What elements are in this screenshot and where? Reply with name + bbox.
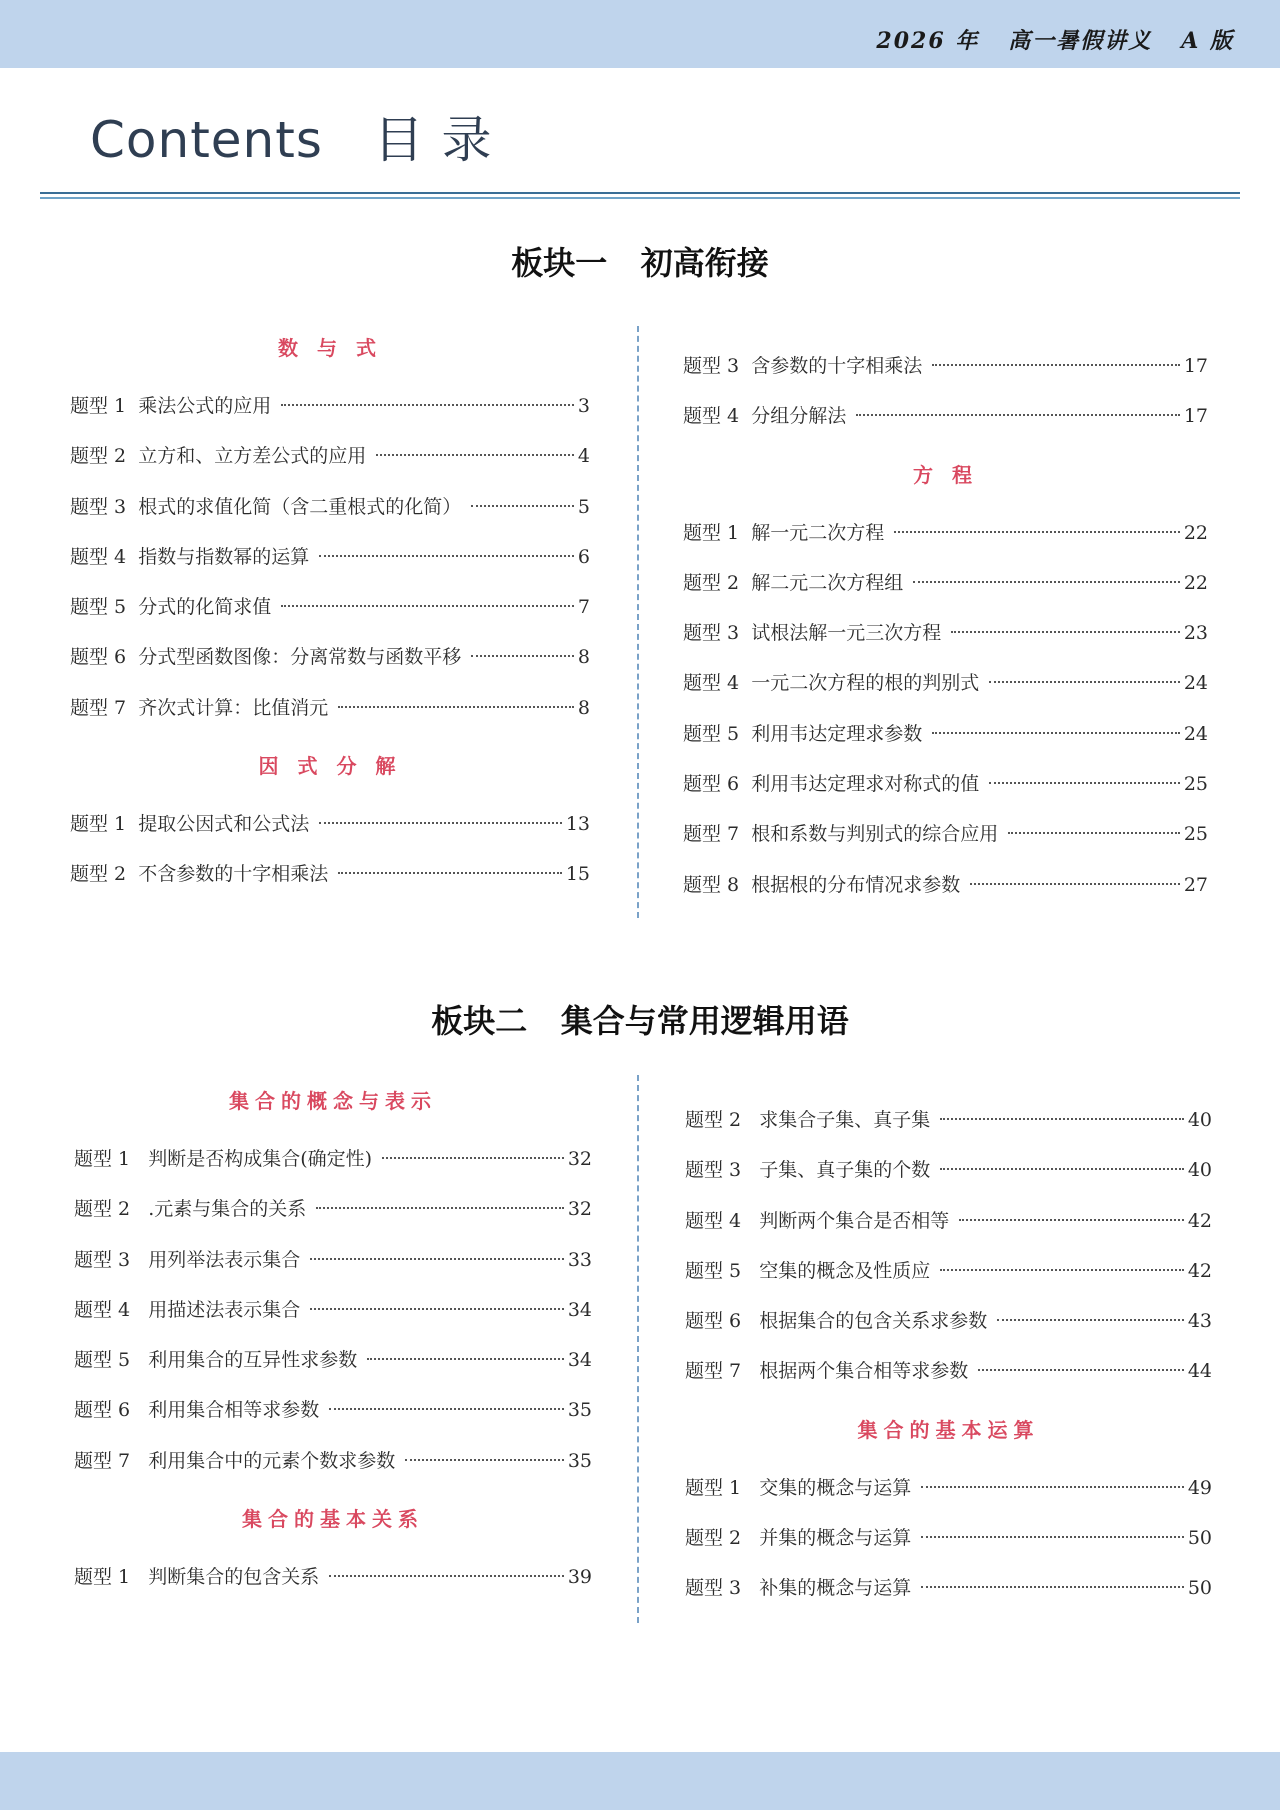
toc-entry[interactable] <box>683 608 1208 658</box>
toc-entry-page: 17 <box>1183 355 1208 377</box>
toc-entry-label: 题型 3 含参数的十字相乘法 <box>683 355 923 377</box>
toc-dot-leader <box>319 555 574 557</box>
toc-dot-leader <box>281 605 574 607</box>
toc-entry[interactable] <box>685 1095 1212 1145</box>
toc-entry-page: 43 <box>1187 1310 1212 1333</box>
toc-entry-page: 50 <box>1187 1577 1212 1600</box>
toc-dot-leader <box>921 1536 1184 1538</box>
toc-entry-page: 42 <box>1187 1259 1212 1282</box>
toc-entry-label: 题型 2 解二元二次方程组 <box>683 571 904 594</box>
toc-dot-leader <box>951 631 1180 633</box>
part-1-divider <box>637 326 639 918</box>
toc-entry-label: 题型 1 判断集合的包含关系 <box>74 1566 320 1589</box>
toc-entry[interactable] <box>683 809 1208 859</box>
toc-entry[interactable] <box>74 1335 592 1385</box>
toc-entry[interactable] <box>685 1246 1212 1296</box>
toc-entry-page: 13 <box>565 813 590 836</box>
toc-dot-leader <box>932 364 1180 366</box>
title-rule-bottom <box>40 197 1240 199</box>
toc-entry-page: 35 <box>567 1399 592 1422</box>
part-1-title: 板块一 初高衔接 <box>511 244 769 282</box>
section-heading: 数 与 式 <box>278 336 382 360</box>
toc-entry[interactable] <box>683 391 1208 441</box>
toc-dot-leader <box>367 1358 564 1360</box>
toc-entry-label: 题型 4 分组分解法 <box>683 405 847 428</box>
toc-entry-page: 40 <box>1187 1109 1212 1131</box>
toc-entry-page: 44 <box>1187 1360 1212 1383</box>
toc-entry[interactable] <box>74 1184 592 1234</box>
toc-entry[interactable] <box>74 1235 592 1285</box>
title-rule-top <box>40 192 1240 194</box>
toc-dot-leader <box>989 782 1180 784</box>
toc-entry[interactable] <box>683 759 1208 809</box>
toc-entry-label: 题型 8 根据根的分布情况求参数 <box>683 873 961 896</box>
toc-entry-page: 27 <box>1183 873 1208 896</box>
toc-entry[interactable] <box>70 632 590 682</box>
toc-entry[interactable] <box>70 683 590 733</box>
toc-entry-page: 7 <box>577 596 590 619</box>
toc-entry-label: 题型 4 用描述法表示集合 <box>74 1298 301 1321</box>
toc-entry-page: 40 <box>1187 1159 1212 1182</box>
toc-entry-page: 8 <box>577 646 590 669</box>
part-2-left-column <box>74 1068 592 1602</box>
section-heading: 集合的基本关系 <box>242 1507 424 1532</box>
toc-dot-leader <box>997 1319 1184 1321</box>
header-title: 2026 年 高一暑假讲义 A 版 <box>876 28 1234 54</box>
part-2-divider <box>637 1075 639 1623</box>
toc-entry-page: 34 <box>567 1349 592 1372</box>
toc-entry-label: 题型 2 立方和、立方差公式的应用 <box>70 445 367 468</box>
toc-entry-page: 22 <box>1183 521 1208 544</box>
toc-dot-leader <box>319 822 562 824</box>
toc-entry-page: 33 <box>567 1248 592 1271</box>
toc-entry-page: 49 <box>1187 1476 1212 1499</box>
toc-entry[interactable] <box>685 1563 1212 1613</box>
toc-entry-page: 22 <box>1183 571 1208 594</box>
toc-entry-page: 42 <box>1187 1209 1212 1232</box>
toc-entry-page: 25 <box>1183 823 1208 846</box>
toc-entry[interactable] <box>74 1134 592 1184</box>
toc-entry-label: 题型 1 交集的概念与运算 <box>685 1476 912 1499</box>
toc-entry[interactable] <box>74 1436 592 1486</box>
toc-entry-page: 3 <box>577 395 590 417</box>
toc-entry[interactable] <box>70 582 590 632</box>
toc-dot-leader <box>932 732 1180 734</box>
section-heading: 集合的基本运算 <box>857 1417 1040 1442</box>
toc-entry-label: 题型 1 乘法公式的应用 <box>70 395 272 417</box>
toc-dot-leader <box>405 1459 564 1461</box>
toc-entry-label: 题型 7 根据两个集合相等求参数 <box>685 1360 969 1383</box>
toc-dot-leader <box>329 1575 564 1577</box>
toc-dot-leader <box>338 872 562 874</box>
toc-entry-page: 15 <box>565 863 590 886</box>
toc-dot-leader <box>1008 832 1180 834</box>
part-2-title: 板块二 集合与常用逻辑用语 <box>431 1002 849 1040</box>
toc-entry[interactable] <box>683 658 1208 708</box>
toc-entry[interactable] <box>683 341 1208 391</box>
toc-entry-label: 题型 4 指数与指数幂的运算 <box>70 545 310 568</box>
toc-entry[interactable] <box>70 482 590 532</box>
toc-entry-label: 题型 3 补集的概念与运算 <box>685 1577 912 1600</box>
toc-entry-page: 35 <box>567 1449 592 1472</box>
toc-dot-leader <box>978 1369 1184 1371</box>
toc-entry-page: 24 <box>1183 672 1208 695</box>
toc-entry-page: 23 <box>1183 622 1208 645</box>
toc-entry-label: 题型 7 利用集合中的元素个数求参数 <box>74 1449 396 1472</box>
bottom-band <box>0 1752 1280 1810</box>
toc-entry-label: 题型 7 齐次式计算：比值消元 <box>70 696 329 719</box>
toc-dot-leader <box>281 404 574 406</box>
toc-entry-label: 题型 2 .元素与集合的关系 <box>74 1198 307 1221</box>
toc-dot-leader <box>338 706 574 708</box>
toc-entry[interactable] <box>74 1385 592 1435</box>
toc-dot-leader <box>316 1207 564 1209</box>
toc-entry-label: 题型 2 并集的概念与运算 <box>685 1527 912 1550</box>
toc-entry-page: 4 <box>577 445 590 468</box>
toc-entry[interactable] <box>685 1346 1212 1396</box>
section-heading: 集合的概念与表示 <box>229 1089 437 1113</box>
toc-entry-page: 39 <box>567 1566 592 1589</box>
toc-entry-label: 题型 1 提取公因式和公式法 <box>70 813 310 836</box>
toc-entry-page: 32 <box>567 1148 592 1170</box>
toc-entry-label: 题型 5 分式的化简求值 <box>70 596 272 619</box>
toc-dot-leader <box>940 1118 1184 1120</box>
toc-entry-label: 题型 2 不含参数的十字相乘法 <box>70 863 329 886</box>
toc-entry-label: 题型 4 一元二次方程的根的判别式 <box>683 672 980 695</box>
toc-entry-page: 6 <box>577 545 590 568</box>
toc-dot-leader <box>913 581 1180 583</box>
toc-entry-label: 题型 3 用列举法表示集合 <box>74 1248 301 1271</box>
toc-entry-page: 32 <box>567 1198 592 1221</box>
toc-dot-leader <box>940 1269 1184 1271</box>
toc-dot-leader <box>471 505 574 507</box>
toc-entry[interactable] <box>683 860 1208 910</box>
toc-entry[interactable] <box>74 1552 592 1602</box>
toc-entry-label: 题型 6 分式型函数图像：分离常数与函数平移 <box>70 646 462 669</box>
toc-entry-page: 17 <box>1183 405 1208 428</box>
toc-dot-leader <box>310 1308 564 1310</box>
toc-entry-page: 5 <box>577 495 590 518</box>
toc-entry-page: 34 <box>567 1298 592 1321</box>
toc-entry-page: 50 <box>1187 1527 1212 1550</box>
toc-entry[interactable] <box>683 558 1208 608</box>
toc-entry[interactable] <box>70 799 590 849</box>
section-heading: 因 式 分 解 <box>258 754 402 779</box>
toc-dot-leader <box>970 883 1180 885</box>
toc-entry[interactable] <box>685 1463 1212 1513</box>
toc-entry-label: 题型 5 利用韦达定理求参数 <box>683 722 923 745</box>
toc-dot-leader <box>471 655 574 657</box>
toc-entry-page: 24 <box>1183 722 1208 745</box>
part-1-left-column <box>70 315 590 900</box>
toc-dot-leader <box>989 681 1180 683</box>
toc-entry-label: 题型 1 解一元二次方程 <box>683 521 885 544</box>
toc-dot-leader <box>959 1219 1184 1221</box>
toc-entry-label: 题型 1 判断是否构成集合(确定性) <box>74 1148 373 1170</box>
toc-entry[interactable] <box>70 849 590 899</box>
toc-entry-label: 题型 6 利用韦达定理求对称式的值 <box>683 773 980 796</box>
toc-entry-label: 题型 3 根式的求值化简（含二重根式的化简） <box>70 495 462 518</box>
toc-entry[interactable] <box>685 1296 1212 1346</box>
toc-entry-label: 题型 6 利用集合相等求参数 <box>74 1399 320 1422</box>
toc-entry[interactable] <box>70 381 590 431</box>
toc-dot-leader <box>940 1168 1184 1170</box>
toc-entry-page: 25 <box>1183 773 1208 796</box>
toc-entry-label: 题型 2 求集合子集、真子集 <box>685 1109 931 1131</box>
toc-entry[interactable] <box>70 532 590 582</box>
toc-dot-leader <box>310 1258 564 1260</box>
toc-entry-page: 8 <box>577 696 590 719</box>
toc-entry-label: 题型 6 根据集合的包含关系求参数 <box>685 1310 988 1333</box>
toc-entry[interactable] <box>70 431 590 481</box>
toc-entry-label: 题型 3 试根法解一元三次方程 <box>683 622 942 645</box>
toc-dot-leader <box>921 1486 1184 1488</box>
toc-dot-leader <box>376 454 574 456</box>
toc-entry[interactable] <box>74 1285 592 1335</box>
toc-entry-label: 题型 7 根和系数与判别式的综合应用 <box>683 823 999 846</box>
toc-dot-leader <box>894 531 1180 533</box>
part-1-right-column <box>683 341 1208 910</box>
toc-entry[interactable] <box>685 1196 1212 1246</box>
toc-dot-leader <box>856 414 1180 416</box>
toc-dot-leader <box>329 1408 564 1410</box>
toc-entry[interactable] <box>683 508 1208 558</box>
toc-entry-label: 题型 3 子集、真子集的个数 <box>685 1159 931 1182</box>
toc-entry[interactable] <box>683 709 1208 759</box>
part-2-right-column <box>685 1095 1212 1614</box>
toc-entry[interactable] <box>685 1513 1212 1563</box>
section-heading: 方 程 <box>913 462 978 487</box>
toc-dot-leader <box>921 1586 1184 1588</box>
toc-entry-label: 题型 5 利用集合的互异性求参数 <box>74 1349 358 1372</box>
page-title: Contents 目 录 <box>90 111 493 169</box>
toc-entry[interactable] <box>685 1145 1212 1195</box>
toc-dot-leader <box>382 1157 564 1159</box>
toc-entry-label: 题型 4 判断两个集合是否相等 <box>685 1209 950 1232</box>
toc-entry-label: 题型 5 空集的概念及性质应 <box>685 1259 931 1282</box>
